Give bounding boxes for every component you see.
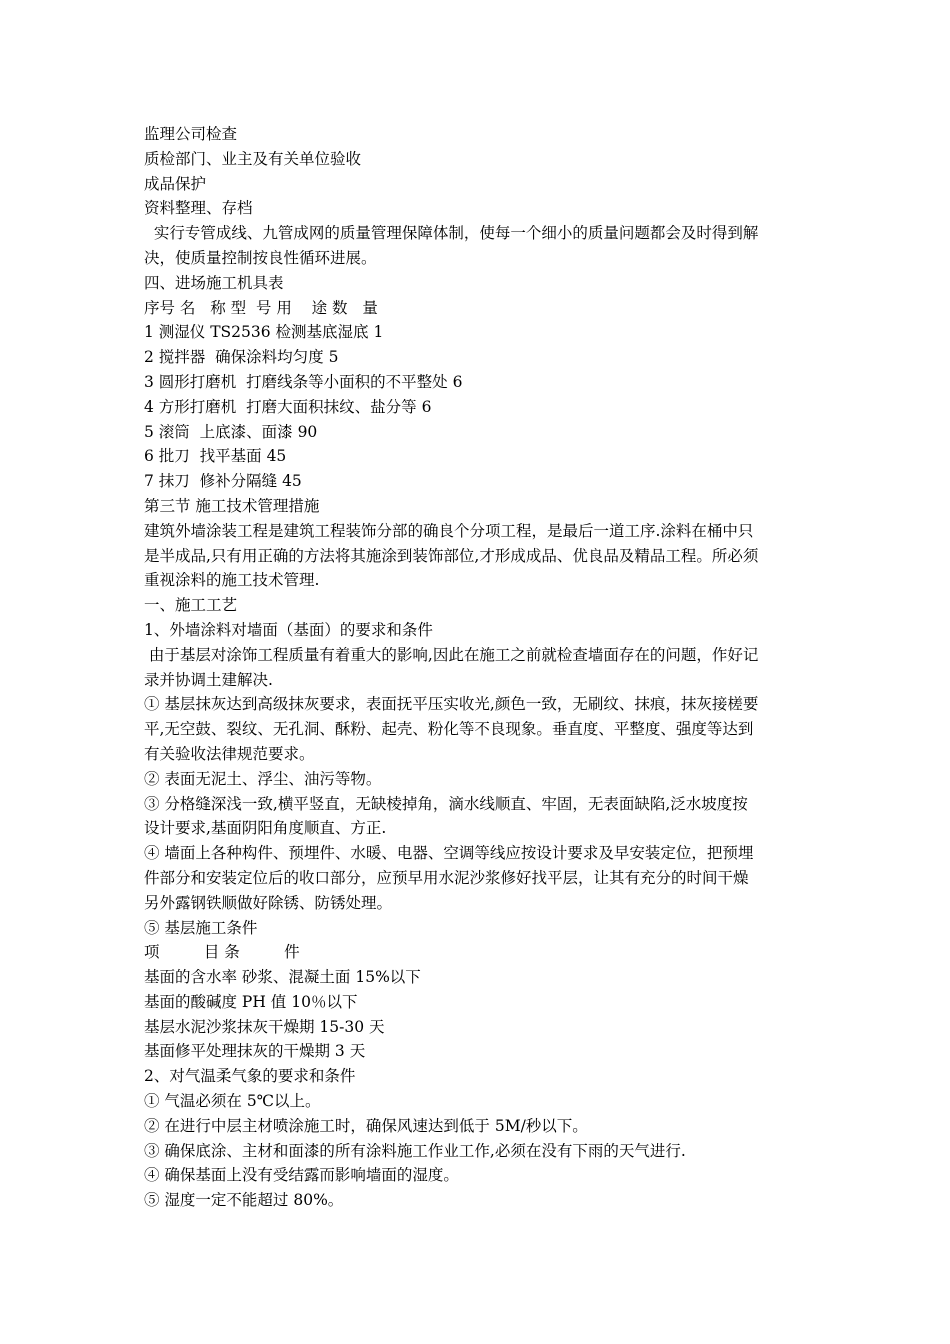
text-line: ③ 确保底涂、主材和面漆的所有涂料施工作业工作,必须在没有下雨的天气进行.: [144, 1141, 686, 1160]
text-line: 另外露钢铁顺做好除锈、防锈处理。: [144, 893, 393, 912]
text-line: 决，使质量控制按良性循环进展。: [144, 248, 377, 267]
text-line: 是半成品,只有用正确的方法将其施涂到装饰部位,才形成成品、优良品及精品工程。所必须: [144, 546, 759, 565]
text-line: ③ 分格缝深浅一致,横平竖直，无缺棱掉角，滴水线顺直、牢固，无表面缺陷,泛水坡度按: [144, 794, 748, 813]
text-line: ① 基层抹灰达到高级抹灰要求，表面抚平压实收光,颜色一致，无刷纹、抹痕，抹灰接槎要: [144, 695, 759, 714]
section-heading: 一、施工工艺: [144, 596, 238, 615]
text-line: 件部分和安装定位后的收口部分，应预早用水泥沙浆修好找平层，让其有充分的时间干燥: [144, 868, 749, 887]
subsection-heading: 1、外墙涂料对墙面（基面）的要求和条件: [144, 620, 433, 639]
section-heading: 四、进场施工机具表: [144, 273, 284, 292]
table-header: 序号 名 称 型 号 用 途 数 量: [144, 298, 378, 317]
table-row: 1 测湿仪 TS2536 检测基底湿底 1: [144, 323, 384, 342]
table-header: 项 目 条 件: [144, 943, 300, 962]
text-line: 建筑外墙涂装工程是建筑工程装饰分部的确良个分项工程，是最后一道工序.涂料在桶中只: [144, 521, 754, 540]
text-line: 设计要求,基面阴阳角度顺直、方正.: [144, 819, 387, 838]
text-line: 成品保护: [144, 174, 207, 193]
table-row: 基面修平处理抹灰的干燥期 3 天: [144, 1042, 366, 1061]
table-row: 6 批刀 找平基面 45: [144, 447, 287, 466]
text-line: ④ 墙面上各种构件、预埋件、水暖、电器、空调等线应按设计要求及早安装定位，把预埋: [144, 844, 754, 863]
text-line: 录并协调土建解决.: [144, 670, 273, 689]
table-row: 基面的酸碱度 PH 值 10％以下: [144, 992, 358, 1011]
text-line: 有关验收法律规范要求。: [144, 744, 315, 763]
table-row: 基层水泥沙浆抹灰干燥期 15-30 天: [144, 1017, 385, 1036]
table-row: 2 搅拌器 确保涂料均匀度 5: [144, 348, 339, 367]
table-row: 3 圆形打磨机 打磨线条等小面积的不平整处 6: [144, 372, 463, 391]
document-body: [144, 122, 812, 1213]
text-line: ② 表面无泥土、浮尘、油污等物。: [144, 769, 382, 788]
text-line: 由于基层对涂饰工程质量有着重大的影响,因此在施工之前就检查墙面存在的问题，作好记: [144, 645, 759, 664]
table-row: 7 抹刀 修补分隔缝 45: [144, 472, 302, 491]
table-row: 5 滚筒 上底漆、面漆 90: [144, 422, 318, 441]
text-line: ⑤ 湿度一定不能超过 80%。: [144, 1191, 344, 1210]
text-line: ④ 确保基面上没有受结露而影响墙面的湿度。: [144, 1166, 459, 1185]
table-row: 4 方形打磨机 打磨大面积抹纹、盐分等 6: [144, 397, 432, 416]
text-line: 重视涂料的施工技术管理.: [144, 571, 320, 590]
section-heading: 第三节 施工技术管理措施: [144, 496, 320, 515]
text-line: 平,无空鼓、裂纹、无孔洞、酥粉、起壳、粉化等不良现象。垂直度、平整度、强度等达到: [144, 720, 754, 739]
subsection-heading: 2、对气温柔气象的要求和条件: [144, 1067, 356, 1086]
text-line: ⑤ 基层施工条件: [144, 918, 258, 937]
table-row: 基面的含水率 砂浆、混凝土面 15%以下: [144, 968, 421, 987]
text-line: 资料整理、存档: [144, 199, 253, 218]
text-line: 实行专管成线、九管成网的质量管理保障体制，使每一个细小的质量问题都会及时得到解: [144, 224, 759, 243]
text-line: 监理公司检查: [144, 125, 238, 143]
text-line: 质检部门、业主及有关单位验收: [144, 149, 362, 168]
text-line: ① 气温必须在 5℃以上。: [144, 1092, 321, 1111]
text-line: ② 在进行中层主材喷涂施工时，确保风速达到低于 5M/秒以下。: [144, 1116, 588, 1135]
